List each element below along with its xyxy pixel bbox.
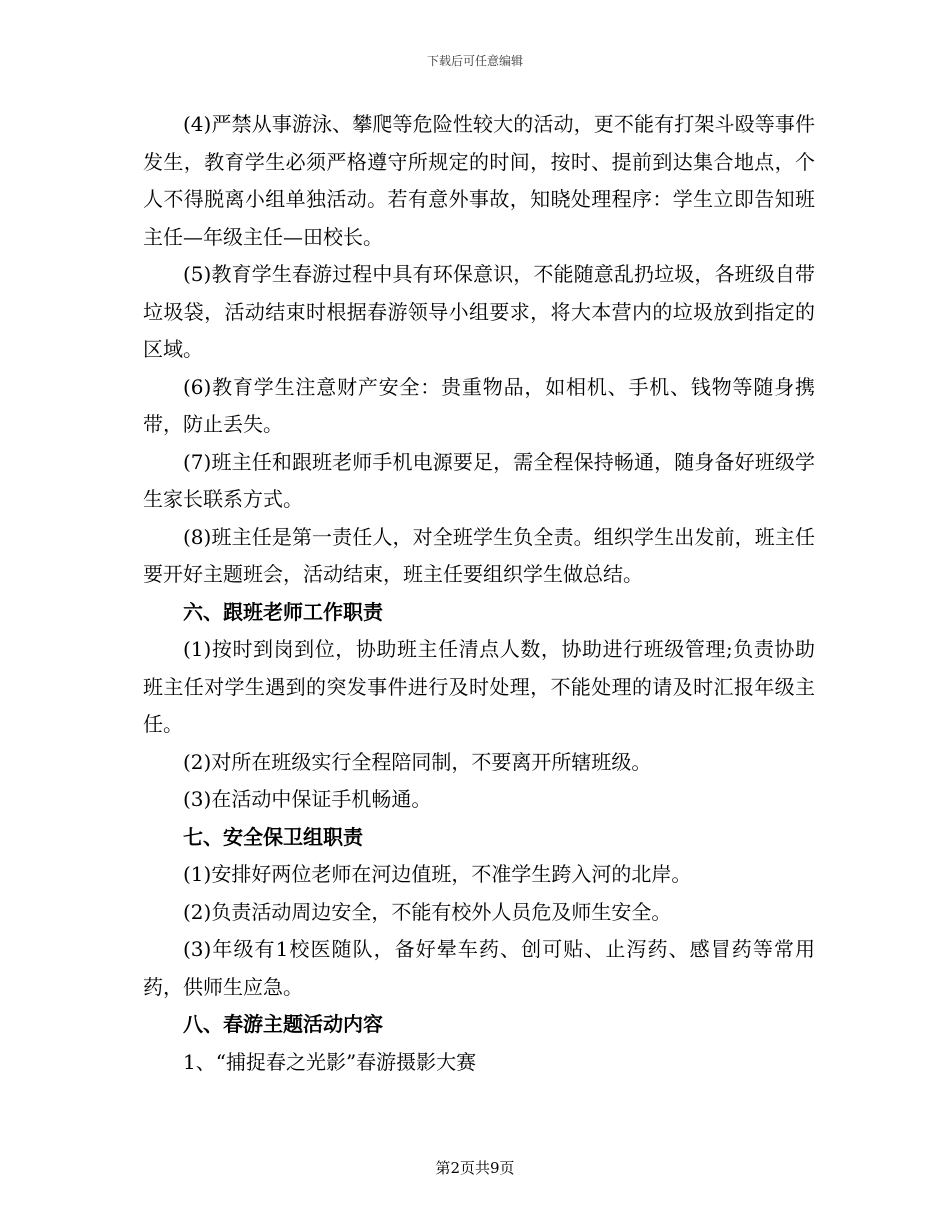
paragraph-teacher-3: (3)在活动中保证手机畅通。 (183, 787, 432, 811)
paragraph-item-4: (4)严禁从事游泳、攀爬等危险性较大的活动，更不能有打架斗殴等事件发生，教育学生必须严格遵守所规定的时间，按时、提前到达集合地点，个人不得脱离小组单独活动。若有意外事故，知晓处理程序：学生立即告知班主任—年级主任—田校长。 (143, 112, 815, 249)
paragraph-item-6: (6)教育学生注意财产安全：贵重物品，如相机、手机、钱物等随身携带，防止丢失。 (143, 374, 815, 436)
paragraph-item-5: (5)教育学生春游过程中具有环保意识，不能随意乱扔垃圾，各班级自带垃圾袋，活动结束时根据春游领导小组要求，将大本营内的垃圾放到指定的区域。 (143, 262, 815, 361)
paragraph-item-8: (8)班主任是第一责任人，对全班学生负全责。组织学生出发前，班主任要开好主题班会，活动结束，班主任要组织学生做总结。 (143, 524, 815, 586)
section-heading-8: 八、春游主题活动内容 (183, 1012, 383, 1036)
section-heading-7: 七、安全保卫组职责 (183, 824, 363, 849)
paragraph-teacher-2: (2)对所在班级实行全程陪同制，不要离开所辖班级。 (183, 749, 652, 774)
paragraph-security-2: (2)负责活动周边安全，不能有校外人员危及师生安全。 (183, 899, 672, 924)
document-body (143, 106, 815, 1081)
paragraph-teacher-1: (1)按时到岗到位，协助班主任清点人数，协助进行班级管理;负责协助班主任对学生遇到的突发事件进行及时处理，不能处理的请及时汇报年级主任。 (143, 637, 815, 736)
paragraph-security-1: (1)安排好两位老师在河边值班，不准学生跨入河的北岸。 (183, 862, 692, 886)
page-header: 下载后可任意编辑 (426, 54, 523, 68)
section-heading-6: 六、跟班老师工作职责 (183, 599, 383, 624)
paragraph-item-7: (7)班主任和跟班老师手机电源要足，需全程保持畅通，随身备好班级学生家长联系方式。 (143, 449, 815, 511)
paragraph-security-3: (3)年级有1校医随队，备好晕车药、创可贴、止泻药、感冒药等常用药，供师生应急。 (143, 937, 815, 999)
page-number: 第2页共9页 (435, 1159, 515, 1177)
paragraph-activity-1: 1、“捕捉春之光影”春游摄影大赛 (183, 1049, 477, 1074)
